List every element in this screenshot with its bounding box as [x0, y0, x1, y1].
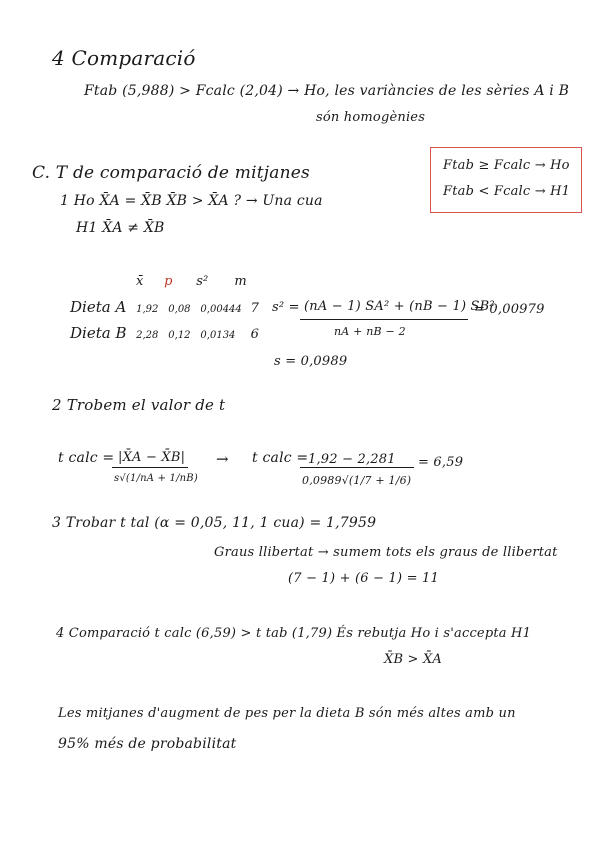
tcalc-formula-lhs: t calc =: [58, 450, 115, 466]
step-4-direction: X̄B > X̄A: [384, 652, 443, 667]
pooled-variance-denominator: nA + nB − 2: [334, 325, 406, 338]
hypothesis-h0: 1 Ho X̄A = X̄B X̄B > X̄A ? → Una cua: [60, 193, 323, 209]
row-p: 0,12: [168, 330, 191, 341]
step-3-degrees-note: Graus llibertat → sumem tots els graus de llibertat: [214, 545, 558, 560]
row-mean: 1,92: [136, 304, 159, 315]
section-4-title: 4 Comparació: [52, 46, 196, 70]
header-mean: x̄: [136, 274, 144, 289]
row-p: 0,08: [168, 304, 191, 315]
row-label: Dieta B: [70, 324, 127, 342]
section-4-comparison-line: Ftab (5,988) > Fcalc (2,04) → Ho, les variàncies de les sèries A i B: [84, 83, 570, 99]
pooled-variance-lhs: s² =: [272, 300, 300, 315]
row-n: 6: [250, 327, 259, 342]
tcalc-formula-denominator: s√(1/nA + 1/nB): [114, 473, 198, 484]
step-2-title: 2 Trobem el valor de t: [52, 396, 226, 414]
section-c-title: C. T de comparació de mitjanes: [32, 163, 310, 183]
section-4-conclusion: són homogènies: [316, 110, 426, 125]
row-mean: 2,28: [136, 330, 159, 341]
tcalc-formula-numerator: |X̄A − X̄B|: [118, 450, 186, 465]
row-variance: 0,0134: [200, 330, 236, 341]
table-row: [70, 298, 271, 316]
row-variance: 0,00444: [200, 304, 242, 315]
pooled-variance-fraction-bar: [300, 319, 468, 320]
header-variance: s²: [196, 274, 209, 289]
step-3-degrees-sum: (7 − 1) + (6 − 1) = 11: [288, 571, 439, 586]
table-row: [70, 324, 271, 342]
hypothesis-h1: H1 X̄A ≠ X̄B: [76, 220, 165, 236]
decision-rule-line-1: Ftab ≥ Fcalc → Ho: [443, 158, 570, 173]
arrow-icon: →: [216, 450, 229, 468]
diet-table-header: [136, 274, 254, 289]
conclusion-line-2: 95% més de probabilitat: [58, 736, 237, 752]
decision-rule-box: [430, 147, 582, 213]
tcalc-value-result: = 6,59: [418, 455, 464, 470]
pooled-sd-value: s = 0,0989: [274, 354, 348, 369]
header-p: p: [164, 274, 173, 289]
conclusion-line-1: Les mitjanes d'augment de pes per la dieta B són més altes amb un: [58, 706, 516, 721]
row-label: Dieta A: [70, 298, 127, 316]
tcalc-value-denominator: 0,0989√(1/7 + 1/6): [302, 474, 412, 487]
decision-rule-line-2: Ftab < Fcalc → H1: [443, 184, 571, 199]
header-n: m: [234, 274, 247, 289]
tcalc-value-numerator: 1,92 − 2,281: [308, 452, 396, 467]
tcalc-value-lhs: t calc =: [252, 450, 309, 466]
step-4-comparison: 4 Comparació t calc (6,59) > t tab (1,79) És rebutja Ho i s'accepta H1: [56, 626, 532, 641]
step-3-line: 3 Trobar t tal (α = 0,05, 11, 1 cua) = 1,7959: [52, 515, 377, 531]
pooled-variance-numerator: (nA − 1) SA² + (nB − 1) SB²: [304, 299, 495, 314]
pooled-variance-result: = 0,00979: [474, 302, 545, 317]
row-n: 7: [250, 301, 259, 316]
tcalc-value-fraction-bar: [300, 467, 414, 468]
tcalc-formula-fraction-bar: [112, 467, 188, 468]
